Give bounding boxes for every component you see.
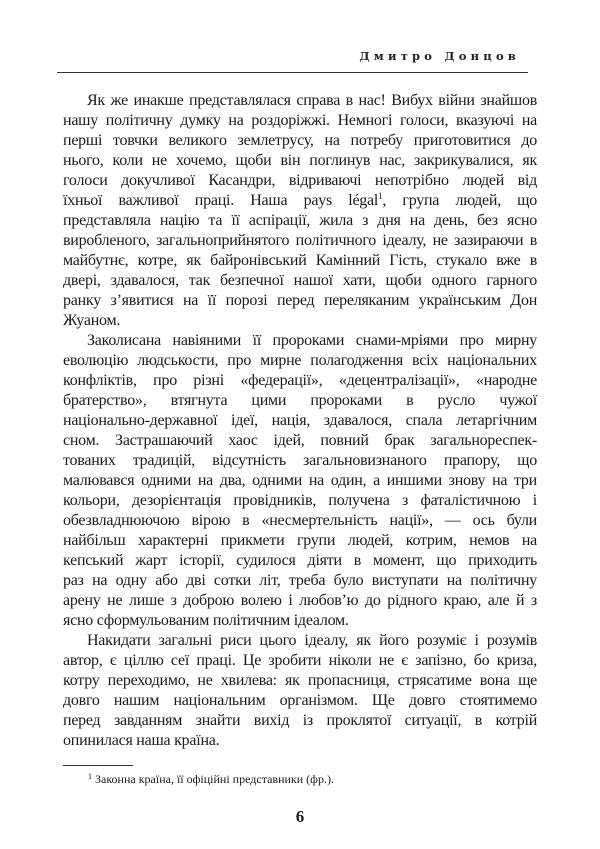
text-line: [63, 111, 537, 131]
text-line: [63, 151, 537, 171]
text-line: [63, 511, 537, 531]
footnote-marker: 1: [88, 772, 92, 781]
line-text: тованих традицій, відсутність загальновизнаного прапору, що: [63, 452, 537, 469]
text-line: [63, 611, 537, 631]
paragraph: [63, 91, 537, 331]
text-line: [63, 711, 537, 731]
header-rule: [57, 72, 528, 73]
text-line: [63, 291, 537, 311]
line-text: перед завданням знайти вихід із проклятої ситуації, в котрій: [63, 712, 537, 729]
text-line: [63, 351, 537, 371]
text-line: [63, 251, 537, 271]
text-line: [63, 631, 537, 651]
line-text: котру переходимо, не хвилева: як пропасниця, стрясатиме вона ще: [63, 672, 537, 689]
line-text: майбутнє, котре, як байронівський Камінний Гість, стукало вже в: [63, 252, 537, 269]
line-text: кольори, дезорієнтація провідників, получена з фаталістичною і: [63, 492, 537, 509]
line-text: сном. Застрашаючий хаос ідей, повний брак загальнореспек-: [63, 432, 537, 449]
text-line: [63, 391, 537, 411]
page-content: [63, 91, 537, 827]
line-text: Жуаном.: [63, 312, 121, 329]
line-text: представляла націю та її аспірації, жила з дня на день, без ясно: [63, 212, 537, 229]
text-line: [63, 491, 537, 511]
text-line: [63, 191, 537, 211]
text-line: [63, 311, 537, 331]
footnote-text: Законна країна, її офіційні представники (фр.).: [95, 772, 334, 786]
line-text: арену не лише з доброю волею і любов’ю до рідного краю, але й з: [63, 592, 537, 609]
text-line: [63, 131, 537, 151]
text-line: [63, 331, 537, 351]
text-line: [63, 571, 537, 591]
line-text: раз на одну або дві сотки літ, треба було виступати на політичну: [63, 572, 537, 589]
text-line: [63, 671, 537, 691]
text-line: [63, 731, 537, 751]
line-text: найбільш характерні прикмети групи людей, котрим, немов на: [63, 532, 537, 549]
line-text: кепський жарт історії, судилося діяти в момент, що приходить: [63, 552, 537, 569]
text-line: [63, 91, 537, 111]
running-head-author: Дмитро Донцов: [359, 49, 520, 63]
text-line: [63, 451, 537, 471]
line-text: їхньої важливої праці. Наша pays légal: [63, 192, 379, 209]
line-text: конфліктів, про різні «федерації», «децентралізації», «народне: [63, 372, 537, 389]
text-line: [63, 271, 537, 291]
line-text: національно-державної ідеї, нація, здавалося, спала летаргічним: [63, 412, 537, 429]
paragraph: [63, 631, 537, 751]
text-line: [63, 211, 537, 231]
line-text: двері, здавалося, так безпечної нашої хати, щоби одного гарного: [63, 272, 537, 289]
footnote-separator: [63, 765, 133, 766]
text-line: [63, 651, 537, 671]
line-text: ранку з’явитися на її порозі перед переляканим українським Дон: [63, 292, 537, 309]
line-text: малювався одними на два, одними на один, а иншими знову на три: [63, 472, 537, 489]
text-line: [63, 371, 537, 391]
page-number: 6: [295, 807, 305, 826]
line-text: еволюцію людськости, про мирне полагодження всіх національних: [63, 352, 537, 369]
text-line: [63, 551, 537, 571]
line-text: Як же инакше представлялася справа в нас! Вибух війни знайшов: [87, 92, 537, 109]
text-line: [63, 231, 537, 251]
text-line: [63, 171, 537, 191]
line-text: виробленого, загальноприйнятого політичного ідеалу, не зазираючи в: [63, 232, 537, 249]
line-text: перші товчки великого землетрусу, на потребу приготовитися до: [63, 132, 537, 149]
text-line: [63, 691, 537, 711]
line-text: Заколисана навіяними її пророками снами-мріями про мирну: [87, 332, 537, 349]
paragraph: [63, 331, 537, 631]
line-text: Накидати загальні риси цього ідеалу, як його розуміє і розумів: [87, 632, 537, 649]
text-line: [63, 531, 537, 551]
line-text: довго нашим національним організмом. Ще довго стоятимемо: [63, 692, 537, 709]
text-line: [63, 591, 537, 611]
line-text: опинилася наша країна.: [63, 732, 220, 749]
body-text: [63, 91, 537, 751]
line-text: голоси докучливої Касандри, відриваючі непотрібно людей від: [63, 172, 537, 189]
footnote-reference[interactable]: 1: [378, 191, 383, 201]
text-line: [63, 471, 537, 491]
line-text: нашу політичну думку на роздоріжжі. Немногі голоси, вказуючі на: [63, 112, 537, 129]
text-line: [63, 431, 537, 451]
line-text: ясно сформульованим політичним ідеалом.: [63, 612, 349, 629]
line-text: нього, коли не хочемо, щоби він поглинув нас, закрикувалися, як: [63, 152, 537, 169]
line-text: братерство», втягнута цими пророками в русло чужої: [63, 392, 537, 409]
line-text: автор, є ціллю сеї праці. Це зробити ніколи не є запізно, бо криза,: [63, 652, 537, 669]
line-text: , група людей, що: [382, 192, 537, 209]
text-line: [63, 411, 537, 431]
line-text: обезвладнюючою вірою в «несмертельність нації», — ось були: [63, 512, 537, 529]
footnote: [63, 772, 537, 787]
